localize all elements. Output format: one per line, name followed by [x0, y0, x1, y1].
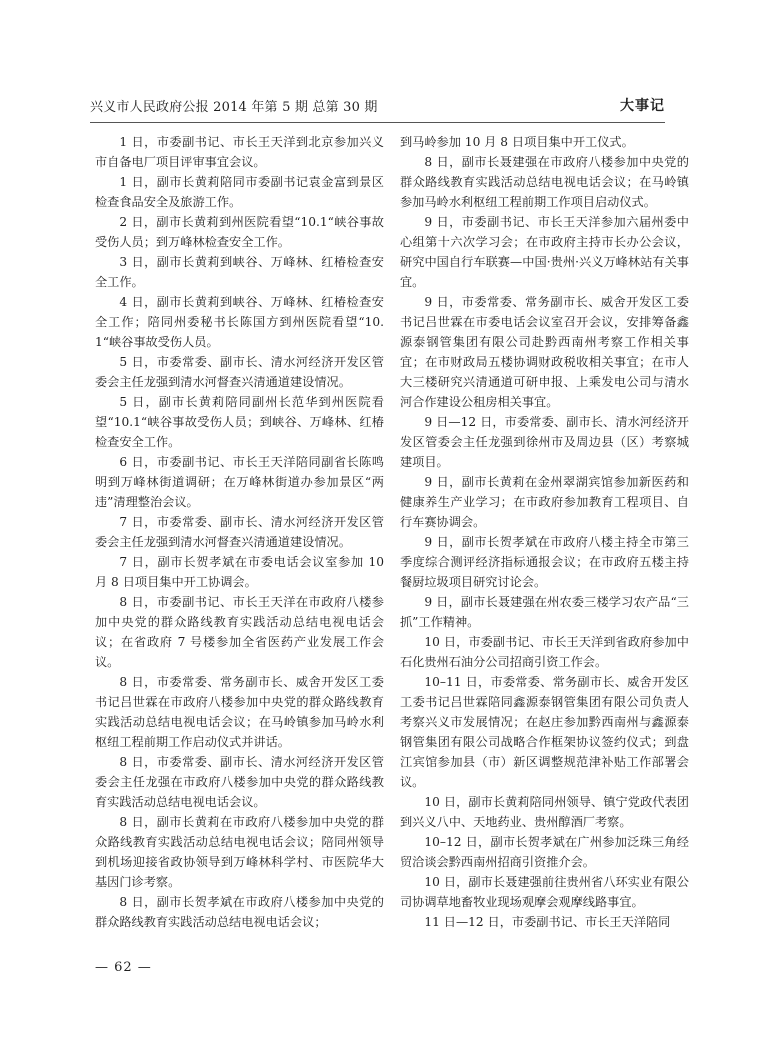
event-entry: 8 日，副市长黄莉在市政府八楼参加中央党的群众路线教育实践活动总结电视电话会议；陪同州领导到机场迎接省政协领导到万峰林科学村、市医院华大基因门诊考察。: [95, 815, 384, 889]
event-entry-continuation: 到马岭参加 10 月 8 日项目集中开工仪式。: [400, 135, 634, 149]
page-number: — 62 —: [95, 960, 152, 975]
event-entry: 3 日，副市长黄莉到峡谷、万峰林、红椿检查安全工作。: [95, 255, 384, 289]
event-entry: 9 日，市委常委、常务副市长、威舍开发区工委书记吕世霖在市委电话会议室召开会议，安排筹备鑫源泰钢管集团有限公司赴黔西南州考察工作相关事宜；在市财政局五楼协调财政税收相关事宜；在市人大三楼研究兴清通道可研申报、上乘发电公司与清水河合作建设公租房相关事宜。: [400, 295, 689, 409]
event-entry: 6 日，市委副书记、市长王天洋陪同副省长陈鸣明到万峰林街道调研；在万峰林街道办参加景区“两违”清理整治会议。: [95, 455, 384, 509]
event-entry: 7 日，副市长贺孝斌在市委电话会议室参加 10 月 8 日项目集中开工协调会。: [95, 555, 384, 589]
event-entry: 2 日，副市长黄莉到州医院看望“10.1“峡谷事故受伤人员；到万峰林检查安全工作。: [95, 215, 384, 249]
event-entry: 9 日—12 日，市委常委、副市长、清水河经济开发区管委会主任龙强到徐州市及周边县（区）考察城建项目。: [400, 415, 689, 469]
event-entry: 9 日，副市长黄莉在金州翠湖宾馆参加新医药和健康养生产业学习；在市政府参加教育工程项目、自行车赛协调会。: [400, 475, 689, 529]
event-entry: 10 日，市委副书记、市长王天洋到省政府参加中石化贵州石油分公司招商引资工作会。: [400, 635, 689, 669]
section-title: 大事记: [620, 98, 665, 114]
page-header: [90, 92, 665, 123]
event-entry: 4 日，副市长黄莉到峡谷、万峰林、红椿检查安全工作；陪同州委秘书长陈国方到州医院看望“10.1“峡谷事故受伤人员。: [95, 295, 384, 349]
event-entry: 1 日，副市长黄莉陪同市委副书记袁金富到景区检查食品安全及旅游工作。: [95, 175, 384, 209]
event-entry: 10 日，副市长黄莉陪同州领导、镇宁党政代表团到兴义八中、天地药业、贵州醇酒厂考察。: [400, 795, 689, 829]
event-entry: 5 日，市委常委、副市长、清水河经济开发区管委会主任龙强到清水河督查兴清通道建设情况。: [95, 355, 384, 389]
right-column: [400, 132, 689, 932]
event-entry: 5 日，副市长黄莉陪同副州长范华到州医院看望“10.1“峡谷事故受伤人员；到峡谷、万峰林、红椿检查安全工作。: [95, 395, 384, 449]
event-entry: 9 日，副市长贺孝斌在市政府八楼主持全市第三季度综合测评经济指标通报会议；在市政府五楼主持餐厨垃圾项目研究讨论会。: [400, 535, 689, 589]
event-entry: 7 日，市委常委、副市长、清水河经济开发区管委会主任龙强到清水河督查兴清通道建设情况。: [95, 515, 384, 549]
event-entry: 10 日，副市长聂建强前往贵州省八环实业有限公司协调草地畜牧业现场观摩会观摩线路事宜。: [400, 875, 689, 909]
event-entry: 10–11 日，市委常委、常务副市长、威舍开发区工委书记吕世霖陪同鑫源泰钢管集团有限公司负责人考察兴义市发展情况；在赵庄参加黔西南州与鑫源泰钢管集团有限公司战略合作框架协议签约仪式；到盘江宾馆参加县（市）新区调整规范津补贴工作部署会议。: [400, 675, 689, 789]
event-entry: 9 日，市委副书记、市长王天洋参加六届州委中心组第十六次学习会；在市政府主持市长办公会议，研究中国自行车联赛—中国·贵州·兴义万峰林站有关事宜。: [400, 215, 689, 289]
event-entry: 8 日，副市长聂建强在市政府八楼参加中央党的群众路线教育实践活动总结电视电话会议；在马岭镇参加马岭水利枢纽工程前期工作项目启动仪式。: [400, 155, 689, 209]
journal-title: 兴义市人民政府公报 2014 年第 5 期 总第 30 期: [90, 100, 378, 115]
event-entry: 10–12 日，副市长贺孝斌在广州参加泛珠三角经贸洽谈会黔西南州招商引资推介会。: [400, 835, 689, 869]
left-column: [95, 132, 384, 932]
event-entry: 9 日，副市长聂建强在州农委三楼学习农产品“三抓”工作精神。: [400, 595, 689, 629]
event-entry: 8 日，市委副书记、市长王天洋在市政府八楼参加中央党的群众路线教育实践活动总结电视电话会议；在省政府 7 号楼参加全省医药产业发展工作会议。: [95, 595, 384, 669]
event-entry: 11 日—12 日，市委副书记、市长王天洋陪同: [424, 915, 671, 929]
event-entry: 8 日，市委常委、常务副市长、威舍开发区工委书记吕世霖在市政府八楼参加中央党的群众路线教育实践活动总结电视电话会议；在马岭镇参加马岭水利枢纽工程前期工作启动仪式并讲话。: [95, 675, 384, 749]
event-entry: 8 日，副市长贺孝斌在市政府八楼参加中央党的群众路线教育实践活动总结电视电话会议；: [95, 895, 384, 929]
event-entry: 8 日，市委常委、副市长、清水河经济开发区管委会主任龙强在市政府八楼参加中央党的群众路线教育实践活动总结电视电话会议。: [95, 755, 384, 809]
event-entry: 1 日，市委副书记、市长王天洋到北京参加兴义市自备电厂项目评审事宜会议。: [95, 135, 384, 169]
